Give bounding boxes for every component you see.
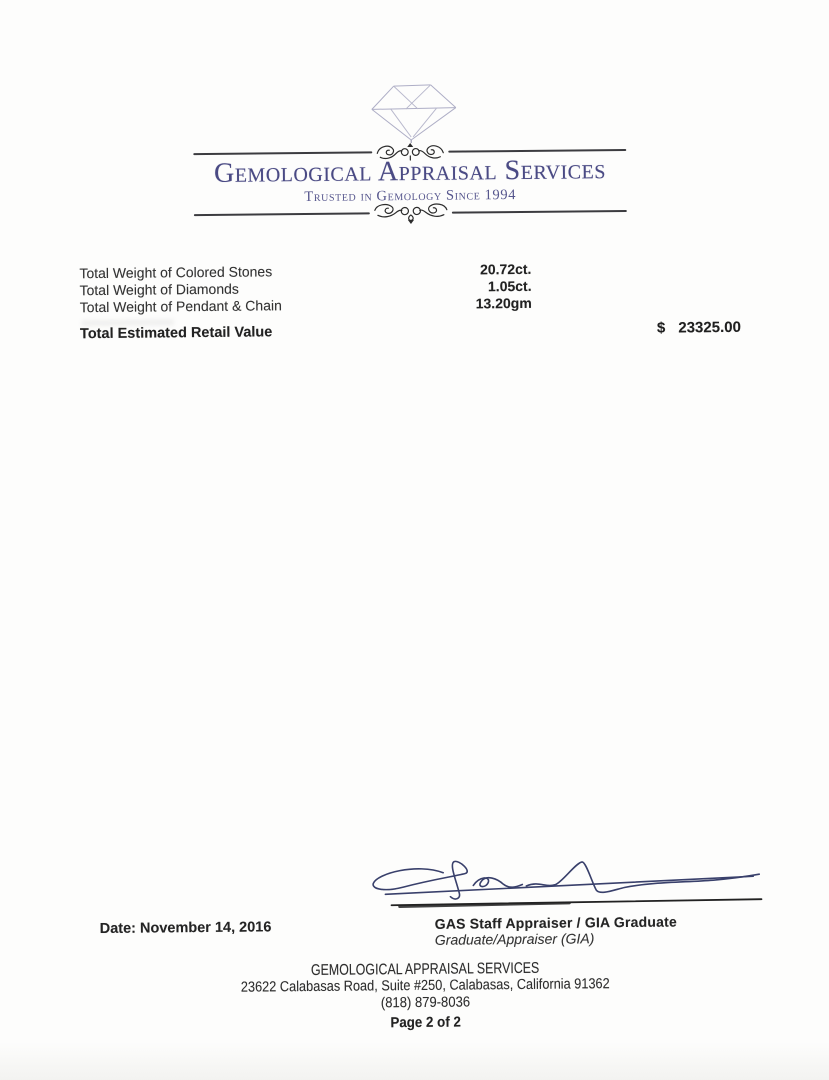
weight-row (79, 262, 531, 281)
total-retail-value-label: Total Estimated Retail Value (79, 324, 273, 343)
left-rule-line (193, 151, 372, 155)
weight-label: Total Weight of Diamonds (79, 280, 239, 299)
footer-phone: (818) 879-8036 (380, 994, 471, 1012)
footer-company-name: GEMOLOGICAL APPRAISAL SERVICES (310, 959, 540, 980)
right-rule-line (448, 149, 627, 153)
weight-value: 13.20gm (475, 294, 532, 312)
footer-address: 23622 Calabasas Road, Suite #250, Calabasas, California 91362 (240, 976, 610, 996)
company-tagline: Trusted in Gemology Since 1994 (304, 187, 517, 206)
right-rule-line (451, 210, 627, 214)
flourish-ornament-icon (372, 201, 448, 226)
total-amount: 23325.00 (678, 318, 741, 337)
appraiser-title: GAS Staff Appraiser / GIA Graduate (434, 913, 678, 932)
logo-bottom-rule (194, 199, 627, 227)
page-indicator: Page 2 of 2 (390, 1014, 461, 1032)
weight-row (80, 279, 532, 298)
signature-handwriting-icon (355, 852, 770, 914)
total-retail-value (657, 319, 741, 337)
date-label: Date: November 14, 2016 (99, 919, 272, 938)
left-rule-line (194, 212, 370, 216)
currency-symbol: $ (656, 319, 666, 337)
weight-value: 1.05ct. (487, 277, 532, 295)
page-footer (20, 957, 829, 1036)
appraiser-subtitle: Graduate/Appraiser (GIA) (434, 930, 595, 948)
diamond-icon (368, 82, 461, 145)
weight-label: Total Weight of Colored Stones (79, 263, 273, 282)
weight-row (80, 296, 532, 315)
weight-value: 20.72ct. (479, 260, 532, 278)
weight-label: Total Weight of Pendant & Chain (79, 297, 282, 316)
company-name: Gemological Appraisal Services (213, 154, 607, 189)
